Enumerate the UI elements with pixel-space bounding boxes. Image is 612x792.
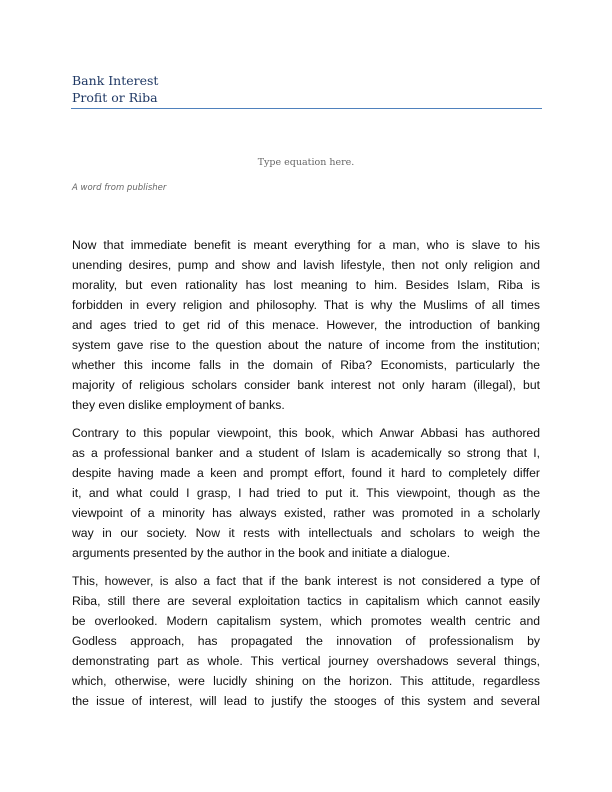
text-line: morality, but even rationality has lost meaning to him. Besides Islam, Riba is xyxy=(72,278,540,292)
subheading: A word from publisher xyxy=(72,183,167,193)
text-line: whether this income falls in the domain of Riba? Economists, particularly the xyxy=(72,358,540,372)
header-divider xyxy=(71,108,542,109)
text-line: unending desires, pump and show and lavish lifestyle, then not only religion and xyxy=(72,258,540,272)
text-line: way in our society. Now it rests with intellectuals and scholars to weigh the xyxy=(72,526,540,540)
text-line: they even dislike employment of banks. xyxy=(72,398,285,412)
text-line: Contrary to this popular viewpoint, this book, which Anwar Abbasi has authored xyxy=(72,426,540,440)
text-line: it, and what could I grasp, I had tried to put it. This viewpoint, though as the xyxy=(72,486,540,500)
text-line: which, otherwise, were lucidly shining on the horizon. This attitude, regardless xyxy=(72,674,540,688)
text-line: and ages tried to get rid of this menace. However, the introduction of banking xyxy=(72,318,540,332)
text-line: forbidden in every religion and philosophy. That is why the Muslims of all times xyxy=(72,298,540,312)
text-line: Godless approach, has propagated the innovation of professionalism by xyxy=(72,634,540,648)
text-line: be overlooked. Modern capitalism system, which promotes wealth centric and xyxy=(72,614,540,628)
text-line: viewpoint of a minority has always existed, rather was promoted in a scholarly xyxy=(72,506,540,520)
text-line: as a professional banker and a student of Islam is academically so strong that I, xyxy=(72,446,540,460)
paragraph-3 xyxy=(72,571,540,711)
text-line: Riba, still there are several exploitation tactics in capitalism which cannot easily xyxy=(72,594,540,608)
document-title-line-2: Profit or Riba xyxy=(72,90,158,105)
text-line: Now that immediate benefit is meant everything for a man, who is slave to his xyxy=(72,238,540,252)
text-line: despite having made a keen and prompt effort, found it hard to completely differ xyxy=(72,466,540,480)
paragraph-2 xyxy=(72,423,540,563)
paragraph-1 xyxy=(72,235,540,415)
equation-placeholder[interactable]: Type equation here. xyxy=(257,157,355,168)
text-line: demonstrating part as whole. This vertical journey overshadows several things, xyxy=(72,654,540,668)
document-title-line-1: Bank Interest xyxy=(72,73,159,88)
text-line: the issue of interest, will lead to justify the stooges of this system and several xyxy=(72,694,540,708)
text-line: This, however, is also a fact that if the bank interest is not considered a type of xyxy=(72,574,540,588)
text-line: arguments presented by the author in the book and initiate a dialogue. xyxy=(72,546,451,560)
text-line: system gave rise to the question about the nature of income from the institution; xyxy=(72,338,540,352)
text-line: majority of religious scholars consider bank interest not only haram (illegal), but xyxy=(72,378,540,392)
